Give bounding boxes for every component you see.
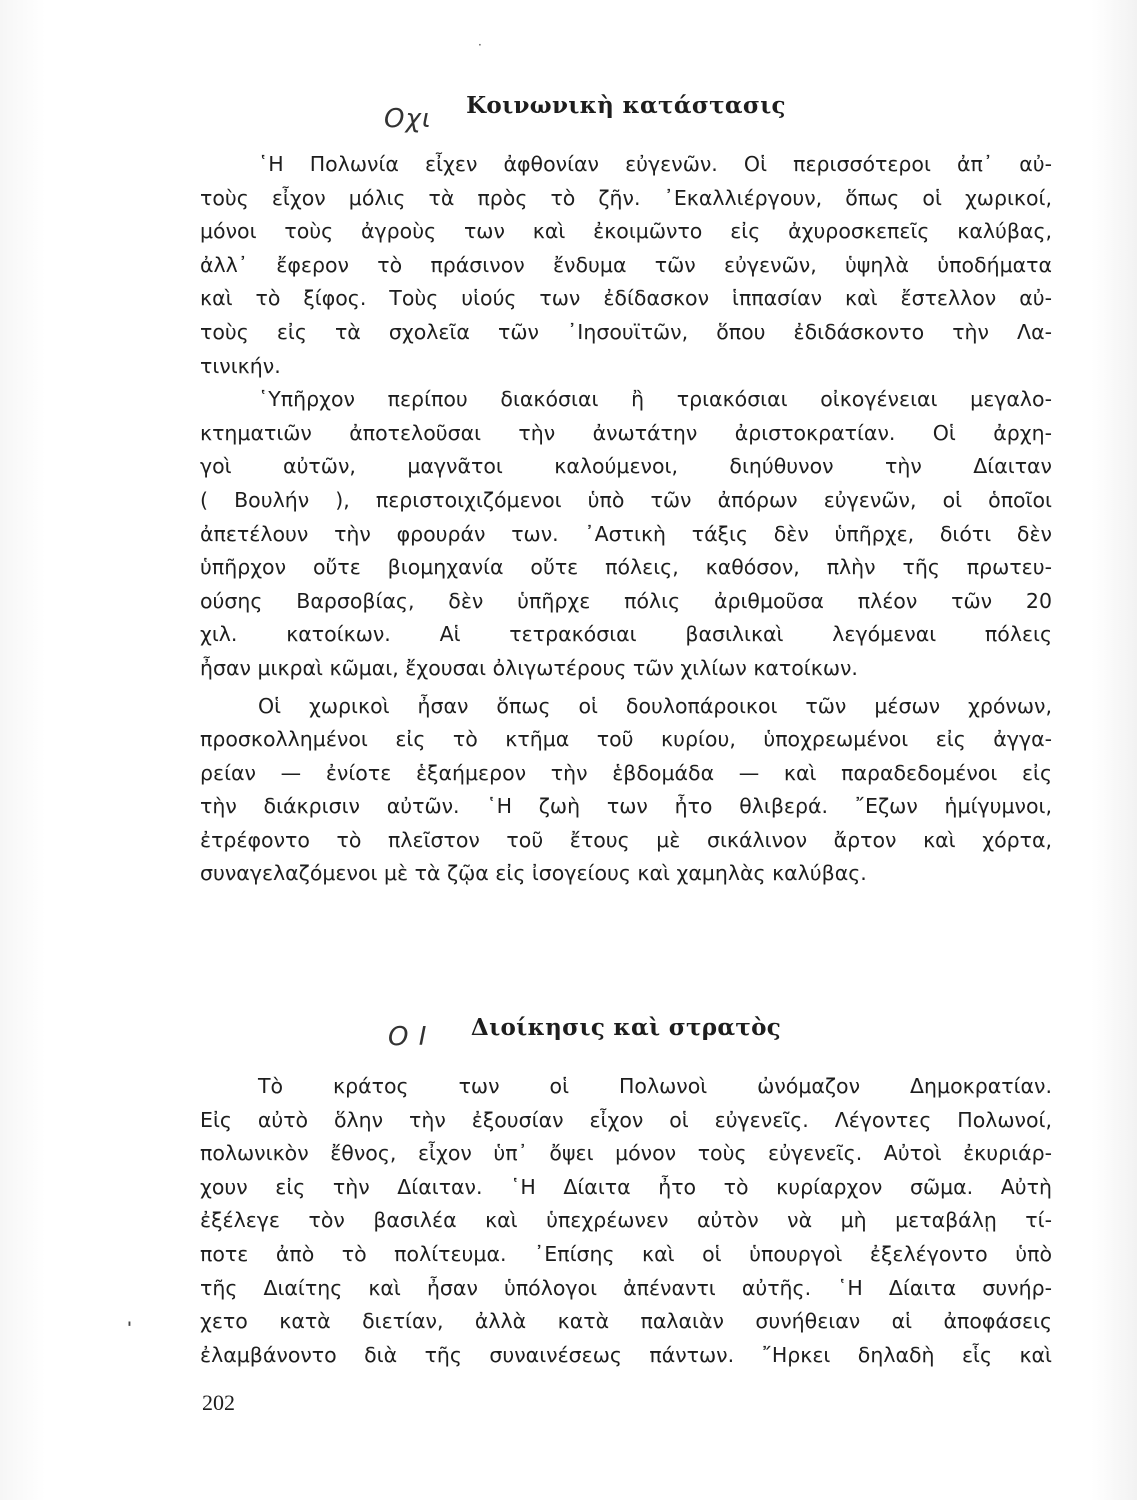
- text-line: τοὺς εἶχον μόλις τὰ πρὸς τὸ ζῆν. ᾿Εκαλλιέργουν, ὅπως οἱ χωρικοί,: [200, 185, 1052, 210]
- text-line: ἐλαμβάνοντο διὰ τῆς συναινέσεως πάντων. ῎Ηρκει δηλαδὴ εἷς καὶ: [200, 1342, 1052, 1367]
- section-body: [200, 1070, 1052, 1372]
- text-line: ποτε ἀπὸ τὸ πολίτευμα. ᾿Επίσης καὶ οἱ ὑπουργοὶ ἐξελέγοντο ὑπὸ: [200, 1241, 1052, 1266]
- text-line: ούσης Βαρσοβίας, δὲν ὑπῆρχε πόλις ἀριθμοῦσα πλέον τῶν 20: [200, 588, 1052, 613]
- text-line: γοὶ αὐτῶν, μαγνᾶτοι καλούμενοι, διηύθυνον τὴν Δίαιταν: [200, 454, 1052, 479]
- text-line: προσκολλημένοι εἰς τὸ κτῆμα τοῦ κυρίου, ὑποχρεωμένοι εἰς ἀγγα-: [200, 727, 1052, 752]
- text-line: ἐξέλεγε τὸν βασιλέα καὶ ὑπεχρέωνεν αὐτὸν νὰ μὴ μεταβάλῃ τί-: [200, 1208, 1052, 1233]
- section-heading: Διοίκησις καὶ στρατὸς: [470, 1014, 782, 1041]
- text-line: χουν εἰς τὴν Δίαιταν. ῾Η Δίαιτα ἦτο τὸ κυρίαρχον σῶμα. Αὐτὴ: [200, 1174, 1052, 1199]
- text-line: ῾Υπῆρχον περίπου διακόσιαι ἢ τριακόσιαι οἰκογένειαι μεγαλο-: [258, 387, 1052, 412]
- text-line: ῾Η Πολωνία εἶχεν ἀφθονίαν εὐγενῶν. Οἱ περισσότεροι ἀπ᾽ αὐ-: [258, 152, 1052, 176]
- text-line: ἀπετέλουν τὴν φρουράν των. ᾿Αστικὴ τάξις δὲν ὑπῆρχε, διότι δὲν: [200, 521, 1052, 546]
- text-line: ἀλλ᾽ ἔφερον τὸ πράσινον ἔνδυμα τῶν εὐγενῶν, ὑψηλὰ ὑποδήματα: [200, 252, 1052, 277]
- text-line: τινικήν.: [200, 353, 281, 378]
- text-line: τὴν διάκρισιν αὐτῶν. ῾Η ζωὴ των ἦτο θλιβερά. ῎Εζων ἡμίγυμνοι,: [200, 794, 1052, 819]
- text-line: ἦσαν μικραὶ κῶμαι, ἔχουσαι ὀλιγωτέρους τῶν χιλίων κατοίκων.: [200, 655, 858, 680]
- text-line: ὑπῆρχον οὔτε βιομηχανία οὔτε πόλεις, καθόσον, πλὴν τῆς πρωτευ-: [200, 555, 1052, 580]
- text-line: Εἰς αὐτὸ ὅλην τὴν ἐξουσίαν εἶχον οἱ εὐγενεῖς. Λέγοντες Πολωνοί,: [200, 1107, 1052, 1132]
- page-number: 202: [202, 1390, 235, 1415]
- text-line: τῆς Διαίτης καὶ ἦσαν ὑπόλογοι ἀπέναντι αὐτῆς. ῾Η Δίαιτα συνήρ-: [200, 1275, 1052, 1300]
- text-line: μόνοι τοὺς ἀγροὺς των καὶ ἐκοιμῶντο εἰς ἀχυροσκεπεῖς καλύβας,: [200, 219, 1052, 244]
- text-line: συναγελαζόμενοι μὲ τὰ ζῷα εἰς ἰσογείους καὶ χαμηλὰς καλύβας.: [200, 861, 867, 886]
- text-line: τοὺς εἰς τὰ σχολεῖα τῶν ᾿Ιησουϊτῶν, ὅπου ἐδιδάσκοντο τὴν Λα-: [200, 319, 1052, 344]
- section-heading: Κοινωνικὴ κατάστασις: [466, 92, 786, 119]
- text-line: κτηματιῶν ἀποτελοῦσαι τὴν ἀνωτάτην ἀριστοκρατίαν. Οἱ ἀρχη-: [200, 420, 1052, 445]
- margin-mark: ': [127, 1318, 132, 1337]
- text-line: ( Βουλήν ), περιστοιχιζόμενοι ὑπὸ τῶν ἀπόρων εὐγενῶν, οἱ ὁποῖοι: [200, 487, 1052, 512]
- text-line: Οἱ χωρικοὶ ἦσαν ὅπως οἱ δουλοπάροικοι τῶν μέσων χρόνων,: [258, 693, 1052, 718]
- section-body: [200, 148, 1052, 891]
- stray-dot: ·: [478, 38, 482, 52]
- text-line: Τὸ κράτος των οἱ Πολωνοὶ ὠνόμαζον Δημοκρατίαν.: [258, 1074, 1052, 1098]
- text-line: χιλ. κατοίκων. Αἱ τετρακόσιαι βασιλικαὶ λεγόμεναι πόλεις: [200, 622, 1052, 647]
- text-line: χετο κατὰ διετίαν, ἀλλὰ κατὰ παλαιὰν συνήθειαν αἱ ἀποφάσεις: [200, 1309, 1052, 1334]
- text-line: ἐτρέφοντο τὸ πλεῖστον τοῦ ἔτους μὲ σικάλινον ἄρτον καὶ χόρτα,: [200, 827, 1052, 852]
- text-line: καὶ τὸ ξίφος. Τοὺς υἱούς των ἐδίδασκον ἱππασίαν καὶ ἔστελλον αὐ-: [200, 286, 1052, 311]
- text-line: πολωνικὸν ἔθνος, εἶχον ὑπ᾽ ὄψει μόνον τοὺς εὐγενεῖς. Αὐτοὶ ἐκυριάρ-: [200, 1141, 1052, 1166]
- handwritten-annotation: Ο Ι: [388, 1022, 428, 1052]
- handwritten-annotation: Οχι: [384, 104, 432, 134]
- text-line: ρείαν — ἐνίοτε ἑξαήμερον τὴν ἑβδομάδα — καὶ παραδεδομένοι εἰς: [200, 760, 1052, 785]
